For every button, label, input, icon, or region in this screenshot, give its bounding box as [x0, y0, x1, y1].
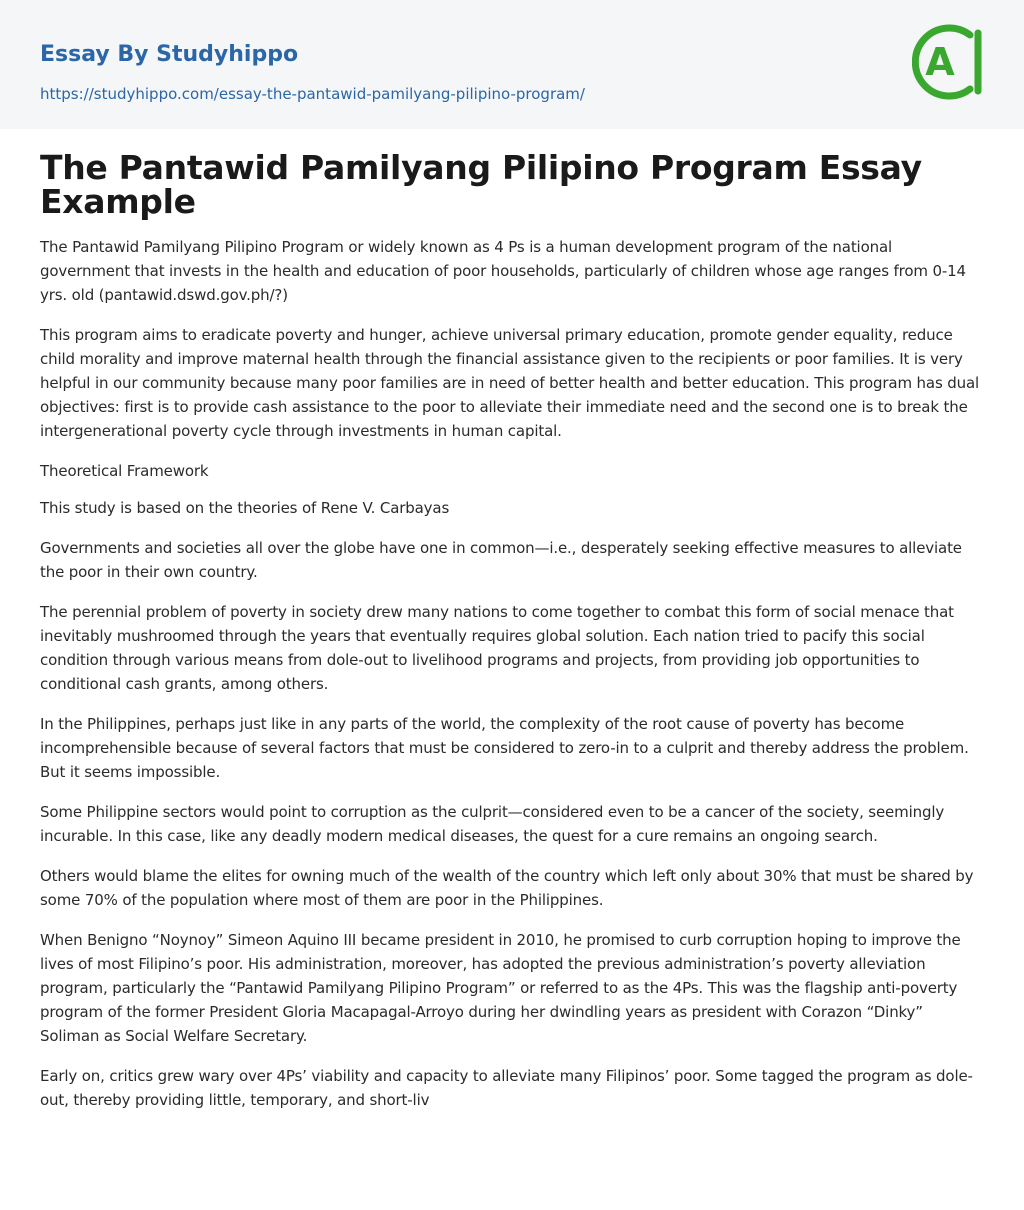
paragraph: When Benigno “Noynoy” Simeon Aquino III became president in 2010, he promised to curb corruption hoping to improve the lives of most Filipino’s poor. His administration, moreover, has adopted the previous administration’s poverty alleviation program, particularly the “Pantawid Pamilyang Pilipino Program” or referred to as the 4Ps. This was the flagship anti-poverty program of the former President Gloria Macapagal-Arroyo during her dwindling years as president with Corazon “Dinky” Soliman as Social Welfare Secretary. — [40, 931, 961, 1045]
paragraph: The perennial problem of poverty in society drew many nations to come together to combat this form of social menace that inevitably mushroomed through the years that eventually requires global solution. Each nation tried to pacify this social condition through various means from dole-out to livelihood programs and projects, from providing job opportunities to conditional cash grants, among others. — [40, 603, 954, 693]
paragraph: Governments and societies all over the globe have one in common—i.e., desperately seeking effective measures to alleviate the poor in their own country. — [40, 539, 962, 581]
paragraph: In the Philippines, perhaps just like in any parts of the world, the complexity of the root cause of poverty has become incomprehensible because of several factors that must be considered to zero-in to a culprit and thereby address the problem. But it seems impossible. — [40, 715, 969, 781]
article-url-link[interactable]: https://studyhippo.com/essay-the-pantawid-pamilyang-pilipino-program/ — [40, 85, 585, 103]
page-title: The Pantawid Pamilyang Pilipino Program Essay Example — [40, 148, 922, 221]
paragraph: Some Philippine sectors would point to corruption as the culprit—considered even to be a cancer of the society, seemingly incurable. In this case, like any deadly modern medical diseases, the quest for a cure remains an ongoing search. — [40, 803, 945, 845]
logo-letter: A — [925, 40, 955, 84]
paragraph: This program aims to eradicate poverty and hunger, achieve universal primary education, promote gender equality, reduce child morality and improve maternal health through the financial assistance given to the recipients or poor families. It is very helpful in our community because many poor families are in need of better health and better education. This program has dual objectives: first is to provide cash assistance to the poor to alleviate their immediate need and the second one is to break the intergenerational poverty cycle through investments in human capital. — [40, 326, 980, 440]
paragraph: This study is based on the theories of Rene V. Carbayas — [40, 499, 450, 517]
studyhippo-logo-icon[interactable] — [912, 19, 988, 105]
paragraph: The Pantawid Pamilyang Pilipino Program or widely known as 4 Ps is a human development program of the national government that invests in the health and education of poor households, particularly of children whose age ranges from 0-14 yrs. old (pantawid.dswd.gov.ph/?) — [40, 238, 966, 304]
article-body — [40, 148, 986, 1128]
section-heading: Theoretical Framework — [40, 462, 209, 480]
site-header — [0, 0, 1024, 129]
paragraph: Others would blame the elites for owning much of the wealth of the country which left only about 30% that must be shared by some 70% of the population where most of them are poor in the Philippines. — [40, 867, 974, 909]
paragraph: Early on, critics grew wary over 4Ps’ viability and capacity to alleviate many Filipinos’ poor. Some tagged the program as dole-out, thereby providing little, temporary, and short-liv — [40, 1067, 973, 1109]
site-title[interactable]: Essay By Studyhippo — [40, 42, 299, 67]
